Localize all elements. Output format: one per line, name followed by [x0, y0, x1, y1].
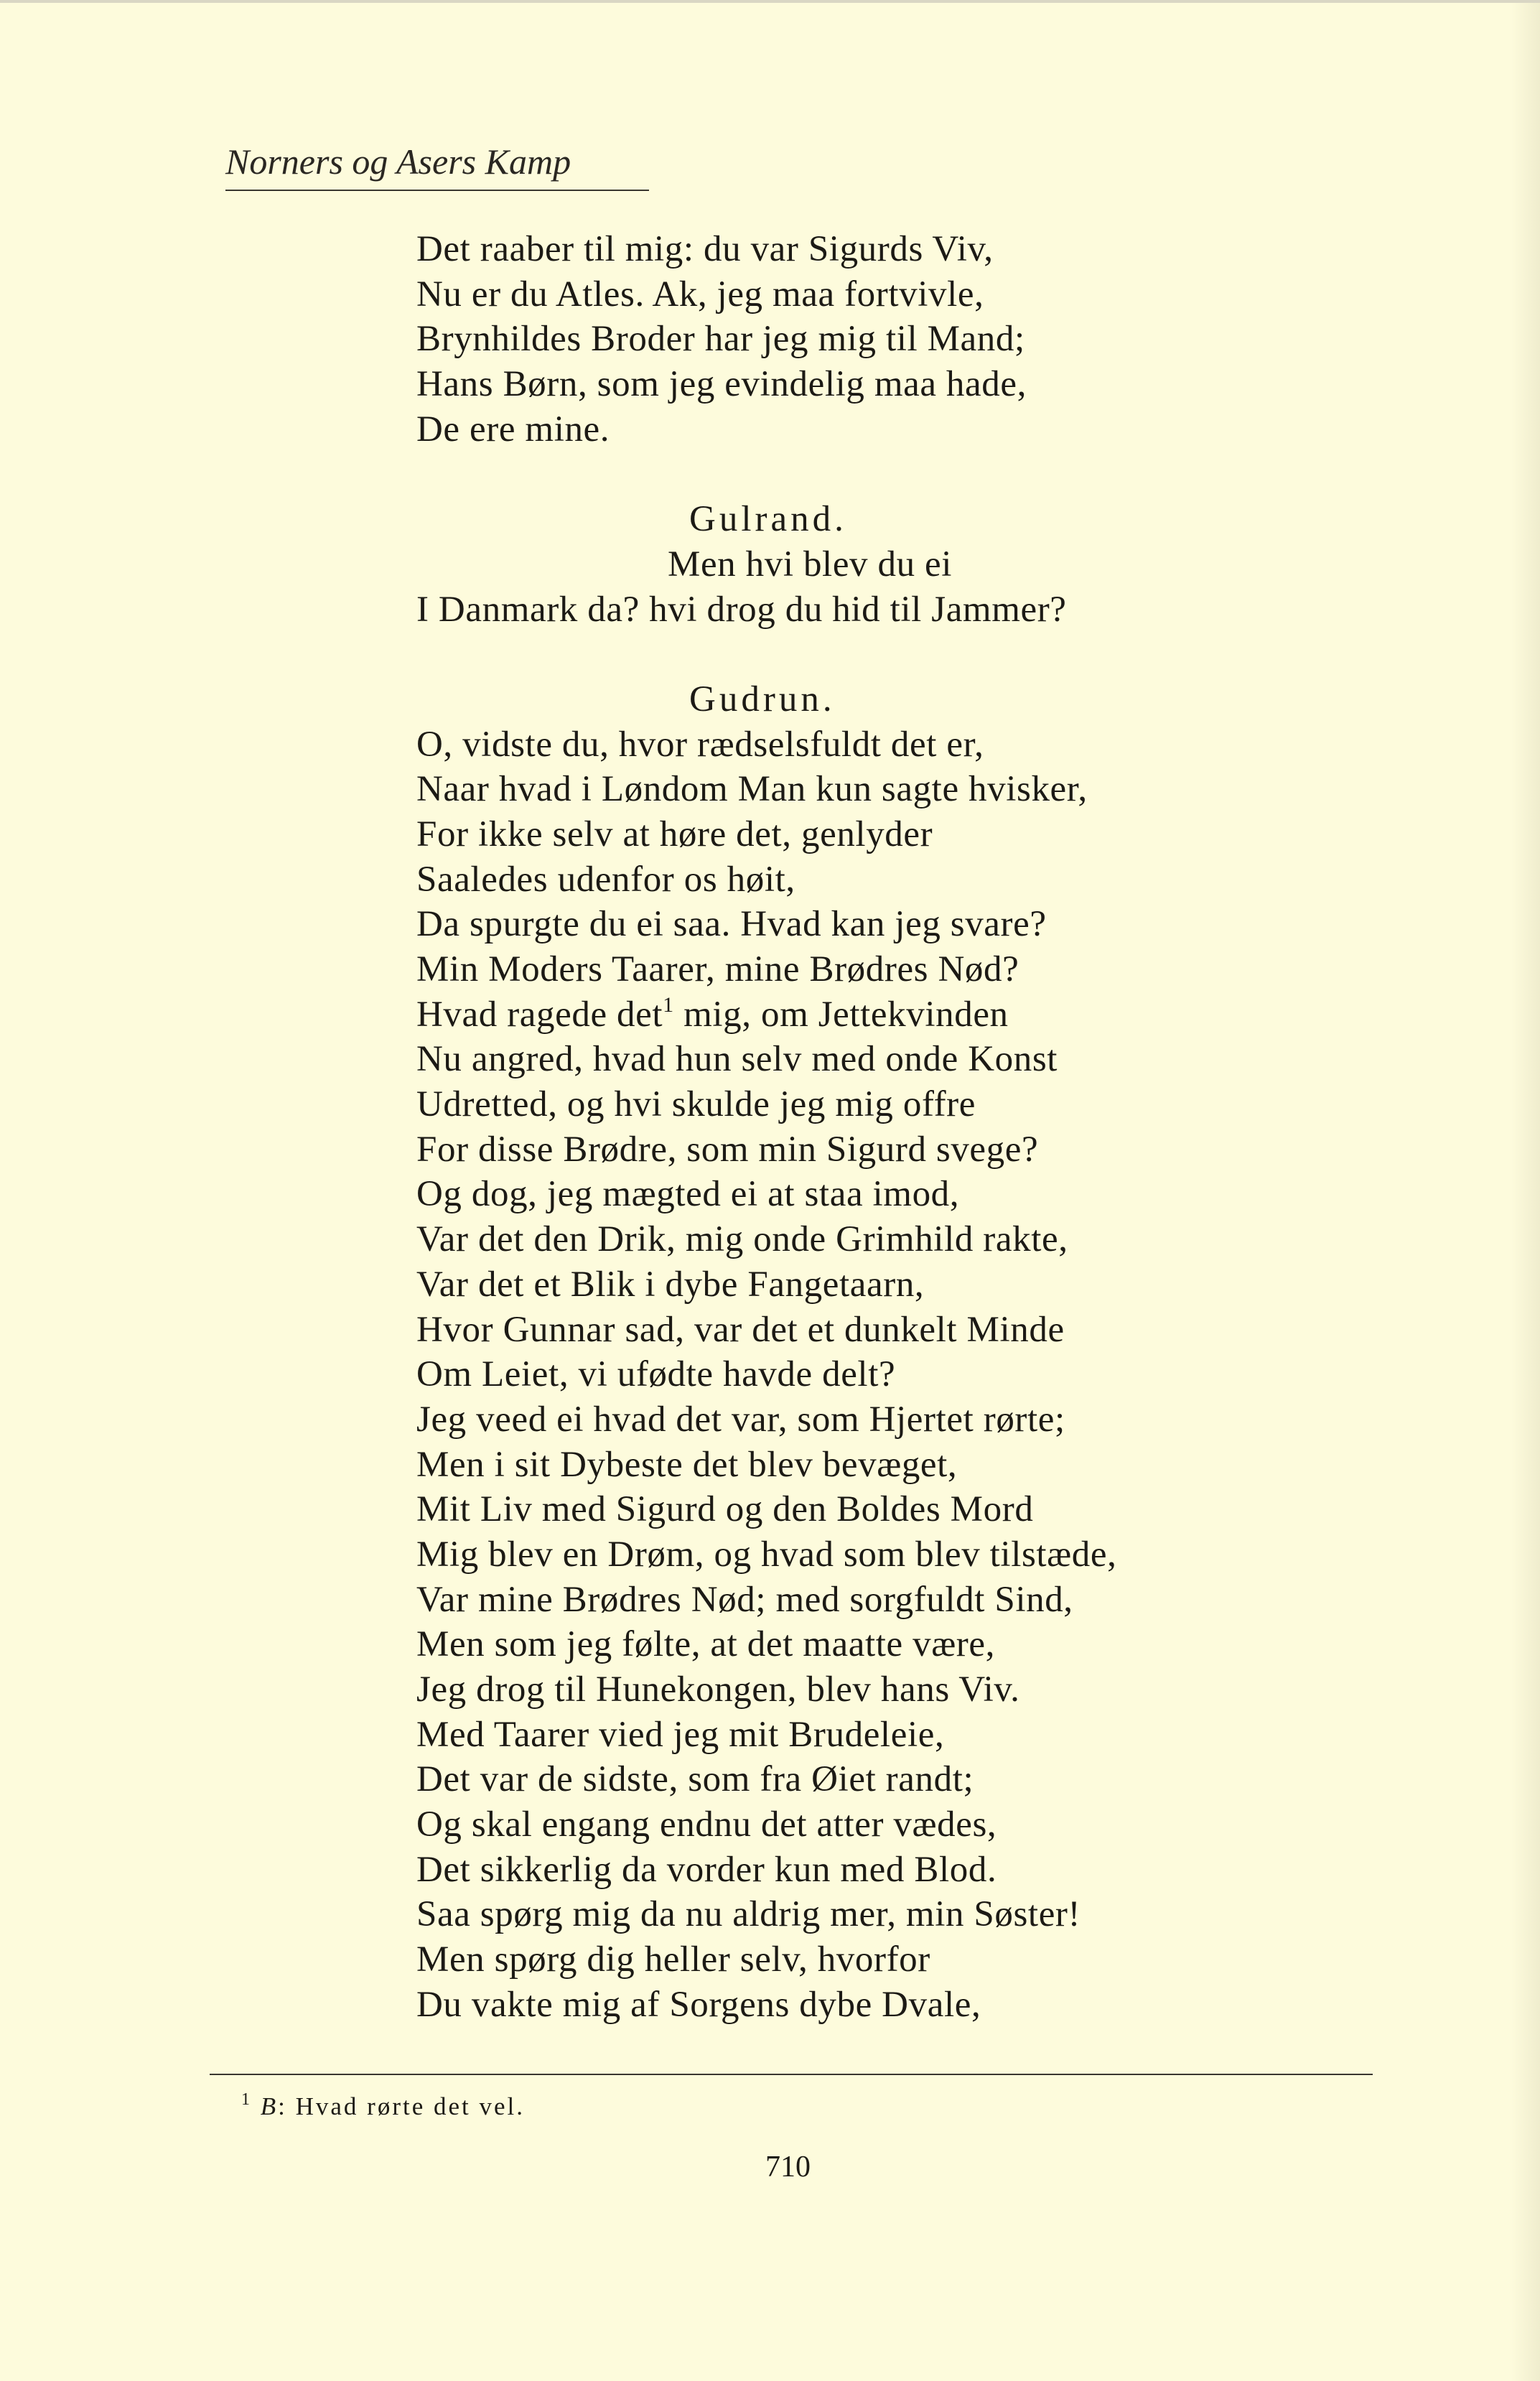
- verse-line-with-footnote: [416, 992, 1321, 1038]
- verse-line: Var det et Blik i dybe Fangetaarn,: [416, 1264, 925, 1305]
- verse-line: For disse Brødre, som min Sigurd svege?: [416, 1129, 1039, 1170]
- verse-line: Mit Liv med Sigurd og den Boldes Mord: [416, 1489, 1034, 1530]
- verse-line: Og dog, jeg mægted ei at staa imod,: [416, 1174, 960, 1215]
- verse-line: Jeg drog til Hunekongen, blev hans Viv.: [416, 1669, 1020, 1710]
- footnote-source: B: [260, 2092, 279, 2120]
- verse-line: Med Taarer vied jeg mit Brudeleie,: [416, 1714, 945, 1755]
- footnote-mark: 1: [241, 2090, 252, 2109]
- footnote-reference: 1: [663, 992, 674, 1017]
- header-rule: [225, 190, 649, 191]
- verse-line: Hvor Gunnar sad, var det et dunkelt Minde: [416, 1309, 1065, 1350]
- verse-line: Og skal engang endnu det atter vædes,: [416, 1804, 997, 1845]
- verse-line: Nu angred, hvad hun selv med onde Konst: [416, 1039, 1058, 1080]
- running-title: Norners og Asers Kamp: [225, 141, 571, 182]
- verse-line: For ikke selv at høre det, genlyder: [416, 814, 933, 854]
- verse-line: Jeg veed ei hvad det var, som Hjertet rørte;: [416, 1399, 1065, 1440]
- verse-line: Var mine Brødres Nød; med sorgfuldt Sind,: [416, 1579, 1073, 1620]
- verse-line: Du vakte mig af Sorgens dybe Dvale,: [416, 1984, 981, 2025]
- verse-line-part: Hvad ragede det: [416, 994, 663, 1035]
- verse-body: [416, 227, 1321, 2028]
- verse-line: Om Leiet, vi ufødte havde delt?: [416, 1354, 896, 1395]
- footnote: [241, 2092, 525, 2121]
- verse-line: Nu er du Atles. Ak, jeg maa fortvivle,: [416, 274, 984, 314]
- verse-line: Det sikkerlig da vorder kun med Blod.: [416, 1849, 997, 1890]
- verse-line: Hans Børn, som jeg evindelig maa hade,: [416, 364, 1027, 405]
- verse-line: Det raaber til mig: du var Sigurds Viv,: [416, 229, 994, 269]
- stanza-gap: [416, 632, 1321, 677]
- verse-line: I Danmark da? hvi drog du hid til Jammer?: [416, 589, 1067, 630]
- verse-line: O, vidste du, hvor rædselsfuldt det er,: [416, 724, 984, 765]
- verse-line: Mig blev en Drøm, og hvad som blev tilstæde,: [416, 1534, 1117, 1575]
- verse-line: Saaledes udenfor os høit,: [416, 859, 795, 900]
- footnote-rule: [210, 2074, 1373, 2075]
- page-number: 710: [765, 2151, 811, 2184]
- verse-line: Da spurgte du ei saa. Hvad kan jeg svare?: [416, 904, 1047, 945]
- verse-line: Min Moders Taarer, mine Brødres Nød?: [416, 949, 1019, 989]
- footnote-text: : Hvad rørte det vel.: [278, 2092, 526, 2120]
- verse-line: Men i sit Dybeste det blev bevæget,: [416, 1444, 958, 1485]
- verse-line-part: mig, om Jettekvinden: [673, 994, 1009, 1035]
- verse-line: Men hvi blev du ei: [668, 544, 953, 584]
- verse-line: Det var de sidste, som fra Øiet randt;: [416, 1759, 974, 1800]
- verse-line: Var det den Drik, mig onde Grimhild rakte,: [416, 1219, 1068, 1260]
- verse-line: Men som jeg følte, at det maatte være,: [416, 1624, 995, 1665]
- verse-line: Saa spørg mig da nu aldrig mer, min Søster!: [416, 1894, 1081, 1935]
- verse-line: Naar hvad i Løndom Man kun sagte hvisker,: [416, 769, 1088, 810]
- stanza-gap: [416, 452, 1321, 497]
- speaker-name: Gulrand.: [689, 499, 847, 540]
- verse-line: Brynhildes Broder har jeg mig til Mand;: [416, 319, 1025, 360]
- speaker-name: Gudrun.: [689, 679, 836, 719]
- verse-line: Men spørg dig heller selv, hvorfor: [416, 1939, 930, 1980]
- verse-line: Udretted, og hvi skulde jeg mig offre: [416, 1084, 976, 1125]
- verse-line: De ere mine.: [416, 409, 610, 449]
